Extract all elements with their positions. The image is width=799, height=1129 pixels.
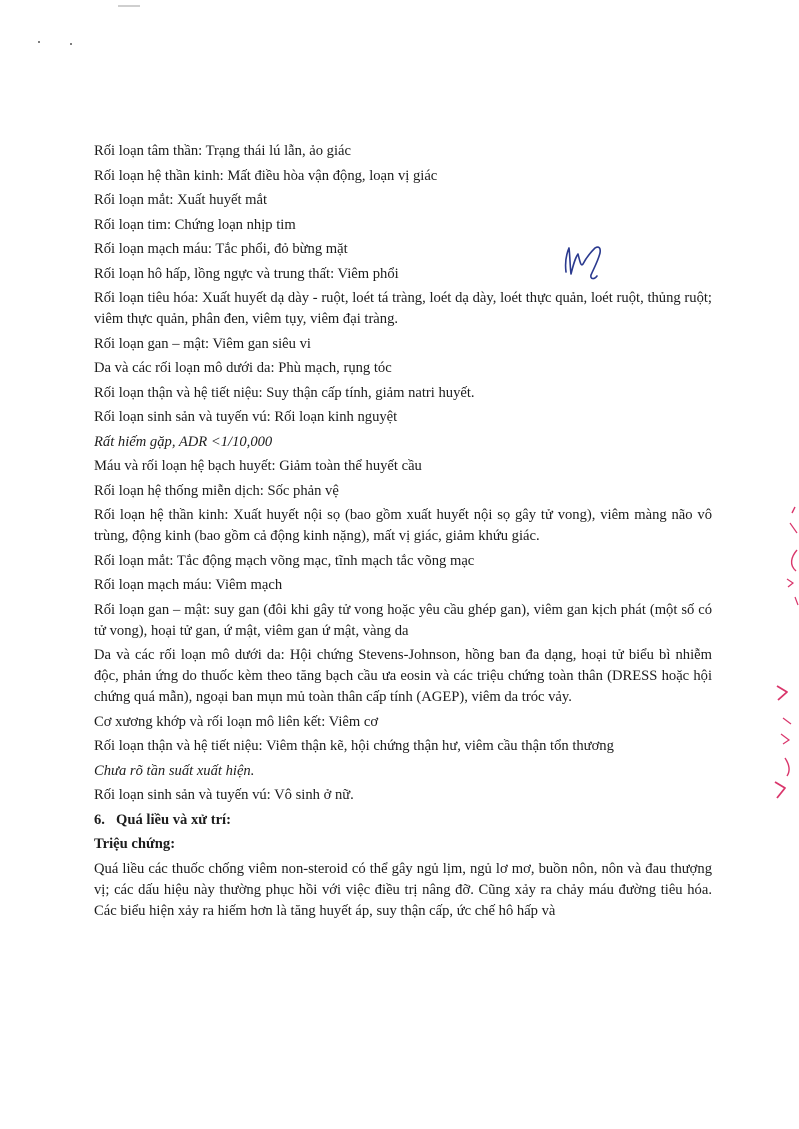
paragraph-hepatobiliary: Rối loạn gan – mật: Viêm gan siêu vi [94,335,311,352]
paragraph-reproductive-unknown: Rối loạn sinh sản và tuyến vú: Vô sinh ở nữ. [94,787,354,803]
stamp-edge-mark [769,505,799,615]
paragraph-nervous: Rối loạn hệ thần kinh: Mất điều hòa vận động, loạn vị giác [94,167,438,184]
paragraph-skin: Da và các rối loạn mô dưới da: Phù mạch, rụng tóc [94,360,392,376]
paragraph-vascular-rare: Rối loạn mạch máu: Viêm mạch [94,577,283,593]
paragraph-musculoskeletal: Cơ xương khớp và rối loạn mô liên kết: Viêm cơ [94,713,379,730]
subheading-symptoms: Triệu chứng: [94,836,176,852]
frequency-very-rare: Rất hiếm gặp, ADR <1/10,000 [94,433,273,450]
scan-mark [118,5,140,7]
paragraph-eye: Rối loạn mắt: Xuất huyết mắt [94,192,268,208]
document-body [94,141,712,925]
paragraph-gastrointestinal: Rối loạn tiêu hóa: Xuất huyết dạ dày - ruột, loét tá tràng, loét dạ dày, loét thực quản, loét ruột, thủng ruột; viêm thực quản, phân đen, viêm tụy, viêm đại tràng. [94,290,712,327]
paragraph-respiratory: Rối loạn hô hấp, lồng ngực và trung thất: Viêm phổi [94,265,399,282]
paragraph-blood: Máu và rối loạn hệ bạch huyết: Giảm toàn thể huyết cầu [94,458,422,474]
stamp-edge-mark [769,678,799,808]
paragraph-renal: Rối loạn thận và hệ tiết niệu: Suy thận cấp tính, giảm natri huyết. [94,384,475,401]
paragraph-reproductive: Rối loạn sinh sản và tuyến vú: Rối loạn kinh nguyệt [94,409,398,425]
paragraph-vascular: Rối loạn mạch máu: Tắc phổi, đỏ bừng mặt [94,241,348,257]
paragraph-immune: Rối loạn hệ thống miễn dịch: Sốc phản vệ [94,482,339,499]
section-number: 6. [94,811,105,828]
paragraph-psychiatric: Rối loạn tâm thần: Trạng thái lú lẫn, ảo giác [94,143,351,159]
frequency-unknown: Chưa rõ tần suất xuất hiện. [94,762,255,779]
section-title: Quá liều và xử trí: [116,811,231,828]
handwritten-signature [560,242,608,284]
paragraph-renal-rare: Rối loạn thận và hệ tiết niệu: Viêm thận kẽ, hội chứng thận hư, viêm cầu thận tổn thương [94,738,614,754]
paragraph-overdose: Quá liều các thuốc chống viêm non-steroid có thể gây ngủ lịm, ngủ lơ mơ, buồn nôn, nôn và đau thượng vị; các dấu hiệu này thường phục hồi với việc điều trị nâng đỡ. Cũng xảy ra chảy máu đường tiêu hóa. Các biểu hiện xảy ra hiếm hơn là tăng huyết áp, suy thận cấp, ức chế hô hấp và [94,860,712,919]
paragraph-nervous-rare: Rối loạn hệ thần kinh: Xuất huyết nội sọ (bao gồm xuất huyết nội sọ gây tử vong), viêm màng não vô trùng, động kinh (bao gồm cả động kinh nặng), mất vị giác, giảm khứu giác. [94,507,712,544]
section-heading [94,810,712,831]
scan-speck [70,43,72,45]
paragraph-skin-rare: Da và các rối loạn mô dưới da: Hội chứng Stevens-Johnson, hồng ban đa dạng, hoại tử biểu bì nhiễm độc, phản ứng do thuốc kèm theo tăng bạch cầu ưa eosin và các triệu chứng toàn thân (DRESS hoặc hội chứng quá mẫn), ngoại ban mụn mủ toàn thân cấp tính (AGEP), viêm da tróc vảy. [94,647,712,705]
paragraph-cardiac: Rối loạn tim: Chứng loạn nhịp tim [94,216,296,233]
scan-speck [38,41,40,43]
paragraph-eye-rare: Rối loạn mắt: Tắc động mạch võng mạc, tĩnh mạch tắc võng mạc [94,552,475,569]
paragraph-hepatobiliary-rare: Rối loạn gan – mật: suy gan (đôi khi gây tử vong hoặc yêu cầu ghép gan), viêm gan kịch phát (một số có tử vong), hoại tử gan, ứ mật, viêm gan ứ mật, vàng da [94,601,712,639]
